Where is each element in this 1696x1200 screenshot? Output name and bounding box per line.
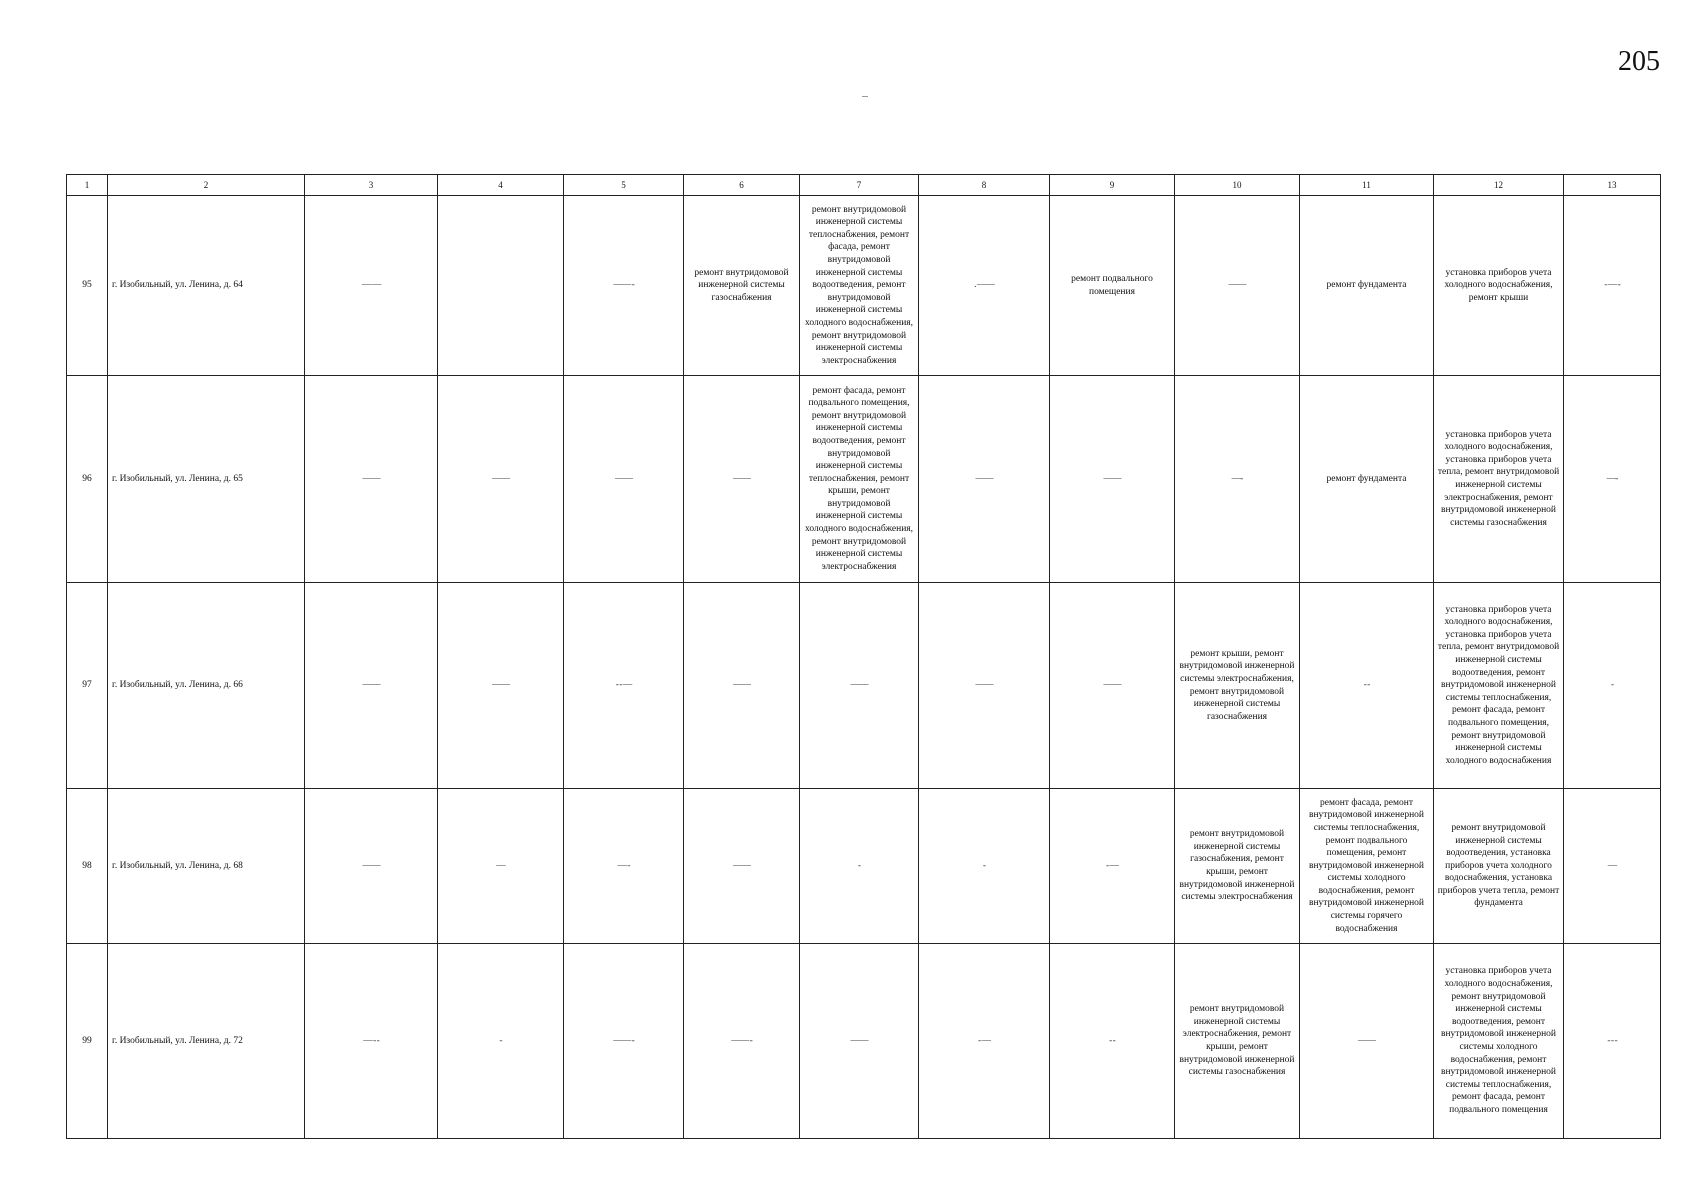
table-cell: —— xyxy=(919,376,1050,583)
table-cell: - - — xyxy=(564,583,684,789)
table-cell: —- xyxy=(1175,376,1300,583)
table-cell: ремонт внутридомовой инженерной системы водоотведения, установка приборов учета холодного водоснабжения, установка приборов учета тепла, ремонт фундамента xyxy=(1434,789,1564,944)
table-cell: —— - xyxy=(564,944,684,1139)
row-number: 99 xyxy=(67,944,108,1139)
table-cell: —— xyxy=(684,789,800,944)
column-header: 1 xyxy=(67,175,108,196)
scan-mark xyxy=(862,96,868,97)
table-cell: - - - xyxy=(1564,944,1661,1139)
table-cell: ремонт фундамента xyxy=(1300,376,1434,583)
address-cell: г. Изобильный, ул. Ленина, д. 72 xyxy=(108,944,305,1139)
column-header: 10 xyxy=(1175,175,1300,196)
table-cell: — xyxy=(1564,789,1661,944)
address-cell: г. Изобильный, ул. Ленина, д. 65 xyxy=(108,376,305,583)
column-header: 7 xyxy=(800,175,919,196)
address-cell: г. Изобильный, ул. Ленина, д. 64 xyxy=(108,196,305,376)
table-cell: —— xyxy=(1175,196,1300,376)
row-number: 96 xyxy=(67,376,108,583)
table-cell: —— xyxy=(800,944,919,1139)
row-number: 95 xyxy=(67,196,108,376)
column-header: 11 xyxy=(1300,175,1434,196)
table-cell: ремонт фасада, ремонт подвального помещения, ремонт внутридомовой инженерной системы водоотведения, ремонт внутридомовой инженерной системы теплоснабжения, ремонт крыши, ремонт внутридомовой инженерной системы холодного водоснабжения, ремонт внутридомовой инженерной системы электроснабжения xyxy=(800,376,919,583)
table-cell: — — xyxy=(305,196,438,376)
table-cell: ремонт крыши, ремонт внутридомовой инженерной системы электроснабжения, ремонт внутридомовой инженерной системы газоснабжения xyxy=(1175,583,1300,789)
table-cell: ремонт внутридомовой инженерной системы газоснабжения, ремонт крыши, ремонт внутридомовой инженерной системы электроснабжения xyxy=(1175,789,1300,944)
table-cell: — - xyxy=(564,789,684,944)
table-cell: —— xyxy=(919,583,1050,789)
table-row xyxy=(67,583,1661,789)
table-row xyxy=(67,376,1661,583)
table-cell: —— xyxy=(305,376,438,583)
table-cell xyxy=(438,196,564,376)
table-cell: — xyxy=(438,789,564,944)
table-row xyxy=(67,196,1661,376)
table-cell: —— xyxy=(305,789,438,944)
table-cell: ремонт внутридомовой инженерной системы электроснабжения, ремонт крыши, ремонт внутридомовой инженерной системы газоснабжения xyxy=(1175,944,1300,1139)
table-cell: —— - xyxy=(684,944,800,1139)
row-number: 97 xyxy=(67,583,108,789)
works-table xyxy=(66,174,1661,1139)
table-cell: —— xyxy=(1300,944,1434,1139)
table-cell: —— xyxy=(564,376,684,583)
header-row xyxy=(67,175,1661,196)
table-cell: —- xyxy=(1564,376,1661,583)
column-header: 9 xyxy=(1050,175,1175,196)
table-cell: установка приборов учета холодного водоснабжения, установка приборов учета тепла, ремонт внутридомовой инженерной системы электроснабжения, ремонт внутридомовой инженерной системы газоснабжения xyxy=(1434,376,1564,583)
table-cell: —— xyxy=(305,583,438,789)
column-header: 5 xyxy=(564,175,684,196)
table-cell: —— xyxy=(438,583,564,789)
column-header: 13 xyxy=(1564,175,1661,196)
table-cell: —— - xyxy=(564,196,684,376)
table-cell: установка приборов учета холодного водоснабжения, ремонт внутридомовой инженерной системы водоотведения, ремонт внутридомовой инженерной системы холодного водоснабжения, ремонт внутридомовой инженерной системы теплоснабжения, ремонт фасада, ремонт подвального помещения xyxy=(1434,944,1564,1139)
table-cell: —— xyxy=(1050,376,1175,583)
table-cell: ремонт внутридомовой инженерной системы теплоснабжения, ремонт фасада, ремонт внутридомовой инженерной системы водоотведения, ремонт внутридомовой инженерной системы холодного водоснабжения, ремонт внутридомовой инженерной системы электроснабжения xyxy=(800,196,919,376)
column-header: 12 xyxy=(1434,175,1564,196)
table-cell: - — xyxy=(1050,789,1175,944)
table-cell: ремонт фундамента xyxy=(1300,196,1434,376)
table-cell: - xyxy=(800,789,919,944)
table-cell: установка приборов учета холодного водоснабжения, ремонт крыши xyxy=(1434,196,1564,376)
table-cell: —— xyxy=(1050,583,1175,789)
column-header: 2 xyxy=(108,175,305,196)
address-cell: г. Изобильный, ул. Ленина, д. 68 xyxy=(108,789,305,944)
table-cell: - xyxy=(1564,583,1661,789)
table-cell: — - - xyxy=(305,944,438,1139)
table-cell: ремонт внутридомовой инженерной системы газоснабжения xyxy=(684,196,800,376)
table-cell: ремонт фасада, ремонт внутридомовой инженерной системы теплоснабжения, ремонт подвального помещения, ремонт внутридомовой инженерной системы холодного водоснабжения, ремонт внутридомовой инженерной системы горячего водоснабжения xyxy=(1300,789,1434,944)
table-cell: —— xyxy=(438,376,564,583)
table-cell: . —— xyxy=(919,196,1050,376)
column-header: 3 xyxy=(305,175,438,196)
table-cell: установка приборов учета холодного водоснабжения, установка приборов учета тепла, ремонт внутридомовой инженерной системы водоотведения, ремонт внутридомовой инженерной системы теплоснабжения, ремонт фасада, ремонт подвального помещения, ремонт внутридомовой инженерной системы холодного водоснабжения xyxy=(1434,583,1564,789)
table-row xyxy=(67,944,1661,1139)
table-cell: —— xyxy=(684,583,800,789)
table-cell: ремонт подвального помещения xyxy=(1050,196,1175,376)
table-cell: —— xyxy=(800,583,919,789)
column-header: 4 xyxy=(438,175,564,196)
table-cell: - - xyxy=(1050,944,1175,1139)
table-cell: —— xyxy=(684,376,800,583)
table-cell: - — xyxy=(919,944,1050,1139)
page-number: 205 xyxy=(1618,46,1660,77)
table-cell: - - xyxy=(1300,583,1434,789)
table-cell: - xyxy=(438,944,564,1139)
table-cell: - — - xyxy=(1564,196,1661,376)
row-number: 98 xyxy=(67,789,108,944)
column-header: 8 xyxy=(919,175,1050,196)
address-cell: г. Изобильный, ул. Ленина, д. 66 xyxy=(108,583,305,789)
table-cell: - xyxy=(919,789,1050,944)
column-header: 6 xyxy=(684,175,800,196)
table-row xyxy=(67,789,1661,944)
